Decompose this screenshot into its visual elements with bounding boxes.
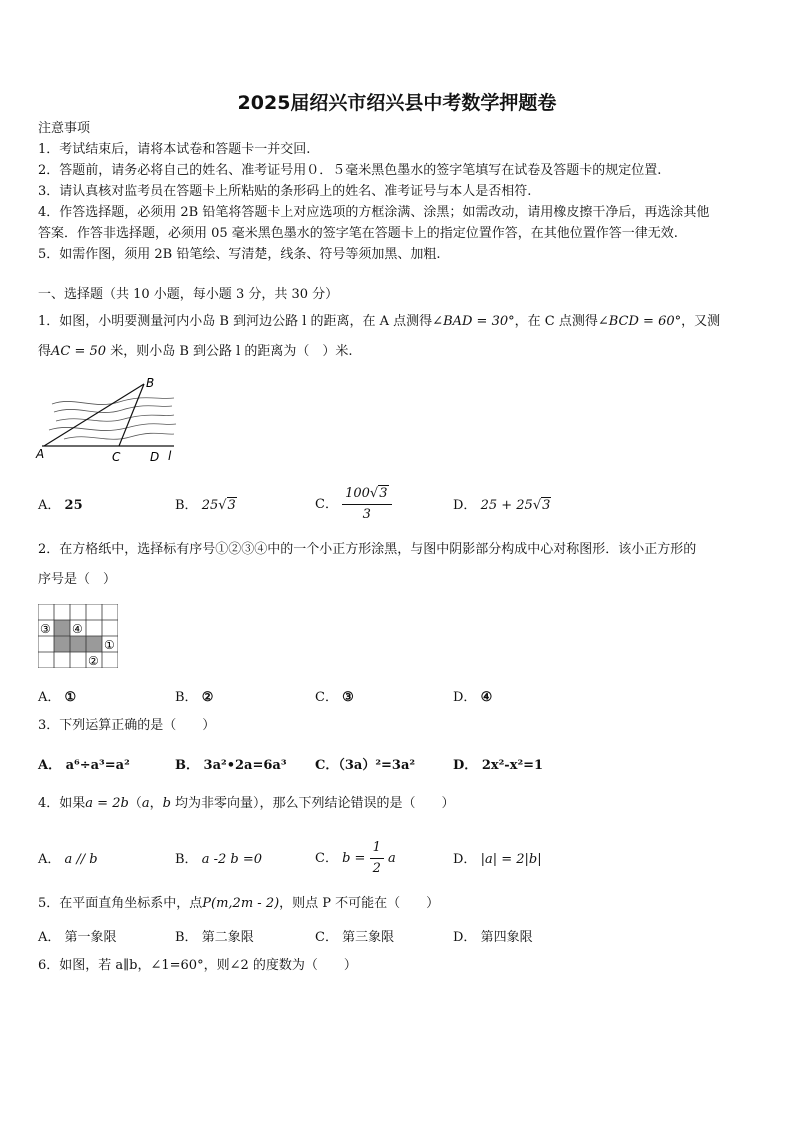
q3-option-b[interactable] [175, 754, 287, 773]
q4-text-b: （ [128, 796, 142, 811]
q4-option-c-denominator: 2 [372, 861, 381, 876]
q4-option-a-label: A． [38, 852, 61, 867]
q1-option-a[interactable] [38, 494, 83, 513]
q4-option-b-value: a -2 b =0 [201, 852, 262, 867]
q4-option-b[interactable] [175, 848, 262, 867]
q4-option-c[interactable] [315, 838, 396, 879]
q1-option-b[interactable]: B． 25√3 [175, 498, 236, 513]
q1-label-d: D [150, 450, 160, 464]
q2-option-b-value: ② [201, 690, 214, 705]
q1-river-wave-5 [64, 433, 174, 439]
q3-stem: 3．下列运算正确的是（ ） [38, 718, 216, 733]
q5-option-b[interactable] [175, 926, 254, 945]
q1-option-a-label: A． [38, 498, 61, 513]
notice-item-4-cont: 答案．作答非选择题，必须用 05 毫米黑色墨水的签字笔在答题卡上的指定位置作答，在其他位置作答一律无效. [38, 226, 678, 241]
q2-mark-3: ③ [40, 622, 51, 636]
q4-option-a-value: a // b [64, 852, 98, 867]
q4-option-c-fraction [370, 838, 384, 879]
q4-option-a[interactable] [38, 848, 98, 867]
q1-river-wave-2 [54, 406, 172, 413]
q1-stem-line2 [38, 343, 353, 361]
q2-option-d-value: ④ [480, 690, 493, 705]
q5-option-a[interactable] [38, 926, 117, 945]
q3-option-a-label: A． [38, 758, 62, 773]
q1-option-c-numerator: 100 [345, 486, 370, 501]
q4-text-d: 均为非零向量），那么下列结论错误的是（ ） [170, 796, 455, 811]
q3-option-d-label: D． [453, 758, 478, 773]
q1-option-d-prefix: 25 + 25 [480, 498, 533, 513]
q1-ac: AC = 50 [51, 344, 107, 359]
q6-stem: 6．如图，若 a∥b，∠1=60°，则∠2 的度数为（ ） [38, 958, 357, 973]
q4-vector-b: b [162, 796, 171, 811]
q2-stem-line1: 2．在方格纸中，选择标有序号①②③④中的一个小正方形涂黑，与图中阴影部分构成中心对称图形．该小正方形的 [38, 542, 697, 557]
q1-river-wave-3 [56, 415, 174, 421]
q5-option-a-label: A． [38, 930, 61, 945]
q1-option-d-label: D． [453, 498, 477, 513]
q1-option-c[interactable] [315, 484, 392, 525]
q2-shaded-cell [54, 636, 70, 652]
q5-option-d-label: D． [453, 930, 477, 945]
q2-grid-lines [38, 604, 118, 668]
q2-grid-figure [38, 604, 118, 668]
q5-option-c[interactable] [315, 926, 394, 945]
notice-item-4: 4．作答选择题，必须用 2B 铅笔将答题卡上对应选项的方框涂满、涂黑；如需改动，请用橡皮擦干净后，再选涂其他 [38, 205, 710, 220]
q1-text-a: 1．如图，小明要测量河内小岛 B 到河边公路 l 的距离，在 A 点测得 [38, 314, 433, 329]
q5-option-b-label: B． [175, 930, 198, 945]
q1-label-a: A [36, 447, 45, 461]
q2-mark-4: ④ [72, 622, 83, 636]
notice-item-1: 1．考试结束后，请将本试卷和答题卡一并交回. [38, 142, 311, 157]
q3-option-b-value: 3a²•2a=6a³ [203, 758, 287, 773]
q1-option-b-label: B． [175, 498, 198, 513]
q1-text-b: ，在 C 点测得 [514, 314, 598, 329]
q3-option-d[interactable] [453, 754, 543, 773]
q1-stem-line1 [38, 313, 720, 331]
q2-option-c[interactable] [315, 686, 354, 705]
section-heading: 一、选择题（共 10 小题，每小题 3 分，共 30 分） [38, 287, 339, 302]
q4-stem [38, 795, 455, 813]
q2-option-a-label: A． [38, 690, 61, 705]
q1-angle-bcd: ∠BCD = 60° [597, 314, 682, 329]
notice-heading: 注意事项 [38, 121, 91, 136]
q4-vector-equation: a = 2b [85, 796, 129, 811]
notice-item-2: 2．答题前，请务必将自己的姓名、准考证号用０．５毫米黑色墨水的签字笔填写在试卷及答题卡的规定位置. [38, 163, 662, 178]
q2-mark-2: ② [88, 654, 99, 668]
exam-title: 2025届绍兴市绍兴县中考数学押题卷 [237, 92, 557, 114]
q1-option-c-label: C． [315, 497, 338, 512]
q5-text-b: ，则点 P 不可能在（ ） [279, 896, 440, 911]
q3-option-c-value: （3a）²=3a² [338, 758, 416, 773]
q1-label-c: C [112, 450, 121, 464]
q2-option-a-value: ① [64, 690, 77, 705]
q5-option-d[interactable] [453, 926, 533, 945]
q4-text-c: ， [149, 796, 163, 811]
q1-text-c: ，又测 [681, 314, 721, 329]
q5-option-d-value: 第四象限 [480, 930, 533, 945]
q4-text-a: 4．如果 [38, 796, 86, 811]
q1-option-c-denominator: 3 [362, 507, 371, 522]
q4-option-d-label: D． [453, 852, 477, 867]
q5-text-a: 5．在平面直角坐标系中，点 [38, 896, 203, 911]
q4-option-c-suffix: a [388, 851, 396, 866]
q1-option-c-radicand: 3 [379, 486, 388, 501]
q1-text-e: 米，则小岛 B 到公路 l 的距离为（ ）米. [106, 344, 353, 359]
q1-option-d-radicand: 3 [542, 498, 551, 513]
q4-option-c-prefix: b = [342, 851, 366, 866]
q1-segment-ab [44, 384, 144, 446]
q1-option-b-radicand: 3 [227, 498, 236, 513]
q1-label-b: B [146, 376, 155, 390]
q1-option-a-value: 25 [64, 498, 83, 513]
q1-figure [34, 374, 184, 464]
q2-option-b-label: B． [175, 690, 198, 705]
q5-option-c-label: C． [315, 930, 338, 945]
q3-option-c-label: C． [315, 758, 339, 773]
q3-option-d-value: 2x²-x²=1 [481, 758, 544, 773]
q1-river-wave-4 [49, 424, 176, 431]
q2-option-a[interactable] [38, 686, 76, 705]
q4-option-b-label: B． [175, 852, 198, 867]
notice-item-5: 5．如需作图，须用 2B 铅笔绘、写清楚，线条、符号等须加黑、加粗. [38, 247, 441, 262]
q4-option-c-numerator: 1 [370, 838, 384, 859]
q5-stem [38, 895, 439, 913]
q5-point: P(m,2m - 2) [202, 896, 280, 911]
q5-option-c-value: 第三象限 [342, 930, 395, 945]
q4-option-d-value: |a| = 2|b| [480, 852, 542, 867]
q2-shaded-cell [54, 620, 70, 636]
q3-option-c[interactable] [315, 754, 415, 773]
q4-option-d[interactable] [453, 848, 542, 867]
q3-option-b-label: B． [175, 758, 199, 773]
q1-label-l: l [168, 449, 172, 463]
q2-option-d[interactable] [453, 686, 492, 705]
q2-option-d-label: D． [453, 690, 477, 705]
q1-text-d: 得 [38, 344, 52, 359]
q4-vector-a: a [141, 796, 150, 811]
q3-option-a[interactable] [38, 754, 130, 773]
q1-option-b-coef: 25 [201, 498, 219, 513]
q1-option-d[interactable]: D． 25 + 25√3 [453, 498, 551, 513]
q5-option-b-value: 第二象限 [201, 930, 254, 945]
q1-angle-bad: ∠BAD = 30° [432, 314, 515, 329]
q2-option-c-label: C． [315, 690, 338, 705]
q3-option-a-value: a⁶÷a³=a² [65, 758, 130, 773]
q4-option-c-label: C． [315, 851, 338, 866]
q2-mark-1: ① [104, 638, 115, 652]
q2-stem-line2: 序号是（ ） [38, 572, 117, 587]
q1-option-c-fraction: $\frac{100√3}{3}$ [342, 484, 391, 525]
q5-option-a-value: 第一象限 [64, 930, 117, 945]
q2-option-c-value: ③ [342, 690, 354, 705]
notice-item-3: 3．请认真核对监考员在答题卡上所粘贴的条形码上的姓名、准考证号与本人是否相符. [38, 184, 532, 199]
q2-option-b[interactable] [175, 686, 213, 705]
